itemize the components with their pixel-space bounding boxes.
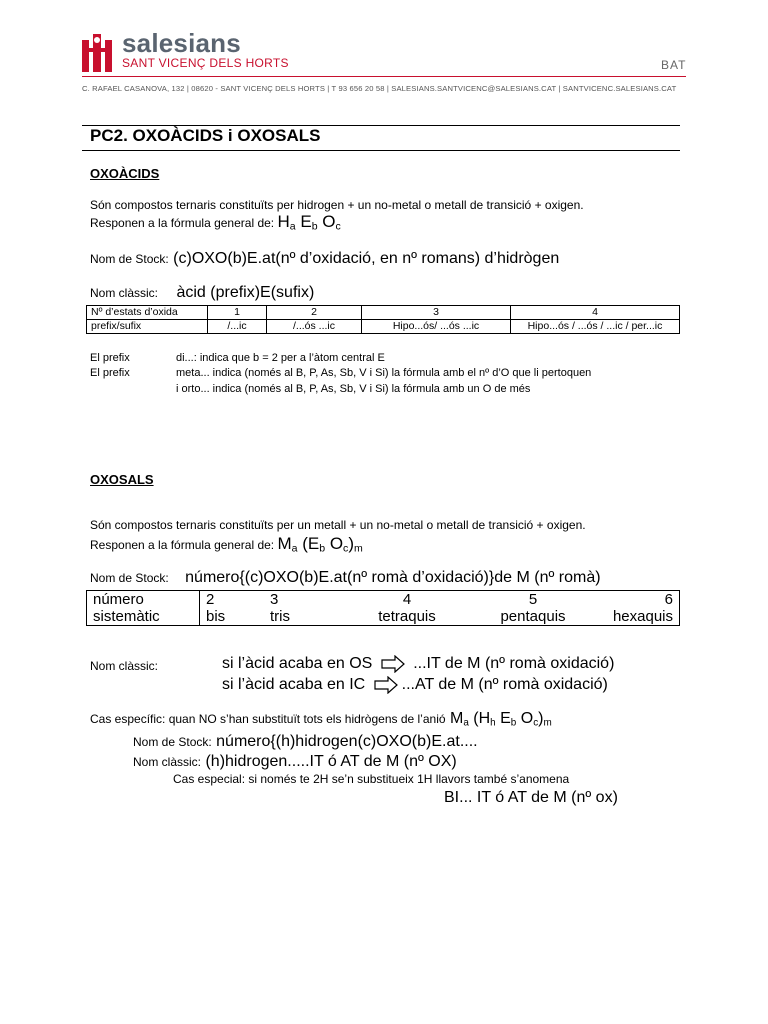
specific-case-label: Cas específic: quan NO s’han substituït tots els hidrògens de l’anió bbox=[90, 712, 446, 726]
stock-label: Nom de Stock: bbox=[133, 735, 212, 749]
special-case-note: Cas especial: si només te 2H se’n substitueix 1H llavors també s’anomena bbox=[173, 772, 570, 786]
header-divider bbox=[82, 76, 686, 77]
specific-stock-name bbox=[133, 733, 478, 751]
table-row bbox=[87, 320, 680, 334]
classic-rule: (h)hidrogen.....IT ó AT de M (nº OX) bbox=[205, 753, 457, 770]
right-arrow-icon bbox=[381, 655, 405, 673]
general-formula-label: Responen a la fórmula general de: bbox=[90, 216, 275, 230]
brace-icon: } bbox=[488, 569, 495, 586]
general-formula: $M_a$ ($E_b$ $O_c)_m$ bbox=[277, 534, 363, 555]
brand-name: salesians bbox=[122, 28, 241, 58]
table-cell: sistemàtic bbox=[87, 608, 200, 626]
oxosals-definition: Són compostos ternaris constituïts per un metall + un no-metal o metall de transició + oxigen. bbox=[90, 518, 586, 532]
brace-icon: { bbox=[239, 569, 245, 586]
section-heading-oxosals: OXOSALS bbox=[90, 472, 154, 487]
acid-salt-formula: $M_a$ ($H_h$ $E_b$ $O_c)_m$ bbox=[449, 710, 552, 729]
specific-case bbox=[90, 710, 552, 728]
table-cell: tris bbox=[264, 608, 346, 626]
table-cell: Hipo...ós / ...ós / ...ic / per...ic bbox=[511, 320, 680, 334]
prefix-label-meta: El prefix bbox=[90, 367, 130, 379]
table-row bbox=[87, 306, 680, 320]
section-heading-oxoacids: OXOÀCIDS bbox=[90, 166, 160, 181]
general-formula: $H_a$ $E_b$ $O_c$ bbox=[277, 212, 341, 233]
page-title: PC2. OXOÀCIDS i OXOSALS bbox=[90, 126, 321, 145]
prefix-text-di: di...: indica que b = 2 per a l’àtom central E bbox=[176, 352, 385, 364]
table-cell: Hipo...ós/ ...ós ...ic bbox=[362, 320, 511, 334]
table-cell: 2 bbox=[200, 591, 265, 609]
stock-number: número bbox=[216, 733, 271, 750]
oxosals-general-formula bbox=[90, 534, 363, 555]
classic-label: Nom clàssic: bbox=[90, 286, 159, 300]
classic-os-result: ...IT de M (nº romà oxidació) bbox=[413, 655, 615, 673]
stock-rule: (h)hidrogen(c)OXO(b)E.at.... bbox=[275, 733, 478, 750]
table-cell: hexaquis bbox=[598, 608, 680, 626]
specific-classic-name bbox=[133, 753, 457, 771]
salesians-logo-icon bbox=[82, 34, 112, 72]
numeral-prefix-table bbox=[86, 590, 680, 626]
oxosals-stock-name bbox=[90, 569, 601, 587]
table-cell: 3 bbox=[264, 591, 346, 609]
classic-os-rule bbox=[222, 655, 614, 673]
oxoacids-classic-name bbox=[90, 284, 314, 302]
stock-rule-suffix: de M (nº romà) bbox=[494, 569, 601, 586]
classic-ic-result: ...AT de M (nº romà oxidació) bbox=[401, 676, 608, 694]
oxidation-states-table bbox=[86, 305, 680, 334]
right-arrow-icon bbox=[374, 676, 398, 694]
table-cell: 5 bbox=[468, 591, 598, 609]
prefix-label-di: El prefix bbox=[90, 352, 130, 364]
brand-subtitle: SANT VICENÇ DELS HORTS bbox=[122, 56, 289, 70]
oxoacids-general-formula bbox=[90, 212, 341, 233]
classic-os-condition: si l’àcid acaba en OS bbox=[222, 655, 373, 673]
stock-rule: (c)OXO(b)E.at(nº d’oxidació, en nº romans) d’hidrògen bbox=[173, 250, 560, 267]
table-cell: 2 bbox=[267, 306, 362, 320]
table-cell: /...ic bbox=[208, 320, 267, 334]
oxosals-classic-label: Nom clàssic: bbox=[90, 659, 159, 673]
table-cell: pentaquis bbox=[468, 608, 598, 626]
classic-label: Nom clàssic: bbox=[133, 755, 202, 769]
table-cell: 4 bbox=[511, 306, 680, 320]
table-cell: prefix/sufix bbox=[87, 320, 208, 334]
classic-rule: àcid (prefix)E(sufix) bbox=[176, 284, 315, 301]
table-cell: Nº d’estats d’oxida bbox=[87, 306, 208, 320]
table-cell: número bbox=[87, 591, 200, 609]
table-cell: tetraquis bbox=[346, 608, 468, 626]
table-cell: 4 bbox=[346, 591, 468, 609]
table-cell: 3 bbox=[362, 306, 511, 320]
oxoacids-definition: Són compostos ternaris constituïts per hidrogen + un no-metal o metall de transició + oxigen. bbox=[90, 198, 584, 212]
stock-number: número bbox=[185, 569, 240, 586]
stock-rule: (c)OXO(b)E.at(nº romà d’oxidació) bbox=[244, 569, 489, 586]
general-formula-label: Responen a la fórmula general de: bbox=[90, 538, 275, 552]
stock-label: Nom de Stock: bbox=[90, 252, 169, 266]
title-rule-bottom bbox=[82, 150, 680, 151]
table-cell: 6 bbox=[598, 591, 680, 609]
level-label: BAT bbox=[661, 58, 687, 72]
stock-label: Nom de Stock: bbox=[90, 571, 169, 585]
special-case-rule: BI... IT ó AT de M (nº ox) bbox=[444, 789, 618, 806]
table-cell: bis bbox=[200, 608, 265, 626]
table-row bbox=[87, 591, 680, 609]
brace-icon: { bbox=[270, 733, 276, 750]
table-cell: /...ós ...ic bbox=[267, 320, 362, 334]
classic-ic-condition: si l’àcid acaba en IC bbox=[222, 676, 366, 694]
prefix-text-orto: i orto... indica (només al B, P, As, Sb, V i Si) la fórmula amb un O de més bbox=[176, 383, 531, 395]
oxoacids-stock-name bbox=[90, 250, 559, 268]
table-cell: 1 bbox=[208, 306, 267, 320]
prefix-text-meta: meta... indica (només al B, P, As, Sb, V i Si) la fórmula amb el nº d’O que li pertoquen bbox=[176, 367, 592, 379]
contact-line: C. RAFAEL CASANOVA, 132 | 08620 - SANT VICENÇ DELS HORTS | T 93 656 20 58 | SALESIANS.SANTVICENC@SALESIANS.CAT | SANTVICENC.SALESIANS.CAT bbox=[82, 84, 677, 93]
table-row bbox=[87, 608, 680, 626]
classic-ic-rule bbox=[222, 676, 608, 694]
